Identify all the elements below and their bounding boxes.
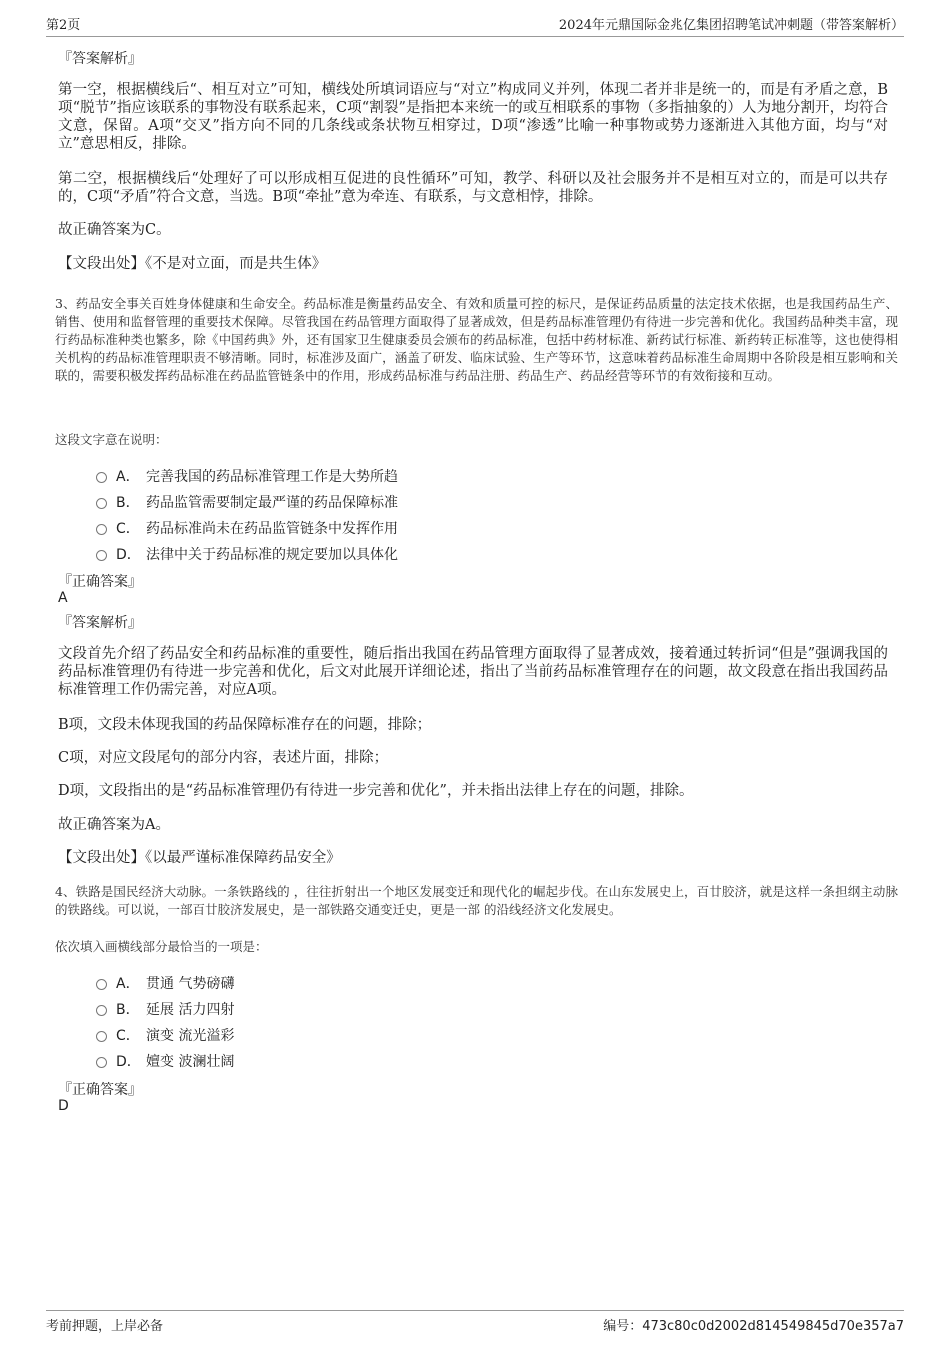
q3-answer-line: 故正确答案为A。 [58, 817, 170, 833]
radio-icon[interactable] [96, 472, 107, 483]
q3-analysis-p3: C项，对应文段尾句的部分内容，表述片面，排除； [58, 750, 389, 766]
q4-option-b[interactable] [96, 999, 234, 1019]
q4-stem: 4、铁路是国民经济大动脉。一条铁路线的 ，往往折射出一个地区发展变迁和现代化的崛起步伐。在山东发展史上，百廿胶济，就是这样一条担纲主动脉的铁路线。可以说，一部百廿胶济发展史，是一部铁路交通变迁史，更是一部 的沿线经济文化发展史。 [55, 884, 898, 917]
q2-source: 【文段出处】《不是对立面，而是共生体》 [58, 256, 327, 272]
radio-icon[interactable] [96, 550, 107, 561]
q4-option-d[interactable] [96, 1051, 234, 1071]
page-header [46, 14, 904, 37]
document-title: 2024年元鼎国际金兆亿集团招聘笔试冲刺题（带答案解析） [558, 18, 904, 33]
page-footer [46, 1310, 904, 1334]
q2-analysis-p2: 第二空，根据横线后“处理好了可以形成相互促进的良性循环”可知，教学、科研以及社会服务并不是相互对立的，而是可以共存的，C项“矛盾”符合文意，当选。B项“牵扯”意为牵连、有联系，与文意相悖，排除。 [58, 171, 888, 205]
q3-analysis-p4: D项，文段指出的是“药品标准管理仍有待进一步完善和优化”，并未指出法律上存在的问题，排除。 [58, 783, 694, 799]
q4-correct-label: 『正确答案』 [58, 1082, 142, 1098]
q3-correct-label: 『正确答案』 [58, 574, 142, 590]
footer-slogan: 考前押题，上岸必备 [46, 1319, 164, 1334]
q3-analysis-p1: 文段首先介绍了药品安全和药品标准的重要性，随后指出我国在药品管理方面取得了显著成效，接着通过转折词“但是”强调我国的药品标准管理仍有待进一步完善和优化，后文对此展开详细论述，指出了当前药品标准管理存在的问题，故文段意在指出我国药品标准管理工作仍需完善，对应A项。 [58, 646, 888, 698]
radio-icon[interactable] [96, 1031, 107, 1042]
option-text: 法律中关于药品标准的规定要加以具体化 [146, 547, 398, 563]
radio-icon[interactable] [96, 1057, 107, 1068]
q3-option-d[interactable] [96, 544, 398, 564]
radio-icon[interactable] [96, 1005, 107, 1016]
option-letter: A． [116, 469, 140, 485]
q4-option-a[interactable] [96, 973, 234, 993]
q4-correct-answer: D [58, 1098, 69, 1114]
option-letter: D． [116, 547, 141, 563]
q3-prompt: 这段文字意在说明： [55, 432, 168, 447]
q4-prompt: 依次填入画横线部分最恰当的一项是： [55, 939, 268, 954]
option-letter: A． [116, 976, 140, 992]
option-letter: B． [116, 1002, 140, 1018]
option-letter: C． [116, 1028, 140, 1044]
radio-icon[interactable] [96, 498, 107, 509]
radio-icon[interactable] [96, 979, 107, 990]
q2-analysis-p1: 第一空，根据横线后“、相互对立”可知，横线处所填词语应与“对立”构成同义并列，体现二者并非是统一的，而是有矛盾之意，B项“脱节”指应该联系的事物没有联系起来，C项“割裂”是指把本来统一的或互相联系的事物（多指抽象的）人为地分割开，均符合文意，保留。A项“交叉”指方向不同的几条线或条状物互相穿过，D项“渗透”比喻一种事物或势力逐渐进入其他方面，均与“对立”意思相反，排除。 [58, 82, 888, 152]
option-letter: C． [116, 521, 140, 537]
option-text: 药品标准尚未在药品监管链条中发挥作用 [146, 521, 398, 537]
q3-stem: 3、药品安全事关百姓身体健康和生命安全。药品标准是衡量药品安全、有效和质量可控的标尺，是保证药品质量的法定技术依据，也是我国药品生产、销售、使用和监督管理的重要技术保障。尽管我国在药品管理方面取得了显著成效，但是药品标准管理仍有待进一步完善和优化。我国药品种类丰富，现行药品标准种类也繁多，除《中国药典》外，还有国家卫生健康委员会颁布的药品标准，包括中药材标准、新药试行标准、新药转正标准等，这也使得相关机构的药品标准管理职责不够清晰。同时，标准涉及面广，涵盖了研发、临床试验、生产等环节，这意味着药品标准生命周期中各阶段是相互影响和关联的，需要积极发挥药品标准在药品监管链条中的作用，形成药品标准与药品注册、药品生产、药品经营等环节的有效衔接和互动。 [55, 296, 898, 383]
option-text: 延展 活力四射 [146, 1002, 235, 1018]
q2-answer-line: 故正确答案为C。 [58, 222, 171, 238]
option-text: 药品监管需要制定最严谨的药品保障标准 [146, 495, 398, 511]
option-text: 嬗变 波澜壮阔 [146, 1054, 235, 1070]
q3-correct-answer: A [58, 590, 68, 606]
q3-analysis-label: 『答案解析』 [58, 615, 142, 631]
q3-source: 【文段出处】《以最严谨标准保障药品安全》 [58, 850, 341, 866]
option-letter: B． [116, 495, 140, 511]
document-id: 编号：473c80c0d2002d814549845d70e357a7 [603, 1319, 904, 1334]
page-number: 第2页 [46, 18, 81, 33]
q3-option-c[interactable] [96, 518, 398, 538]
option-text: 演变 流光溢彩 [146, 1028, 235, 1044]
q3-option-b[interactable] [96, 492, 398, 512]
option-text: 贯通 气势磅礴 [146, 976, 235, 992]
q3-analysis-p2: B项，文段未体现我国的药品保障标准存在的问题，排除； [58, 717, 432, 733]
option-letter: D． [116, 1054, 141, 1070]
q4-option-c[interactable] [96, 1025, 234, 1045]
q3-option-a[interactable] [96, 466, 398, 486]
q2-analysis-label: 『答案解析』 [58, 51, 142, 67]
option-text: 完善我国的药品标准管理工作是大势所趋 [146, 469, 398, 485]
radio-icon[interactable] [96, 524, 107, 535]
